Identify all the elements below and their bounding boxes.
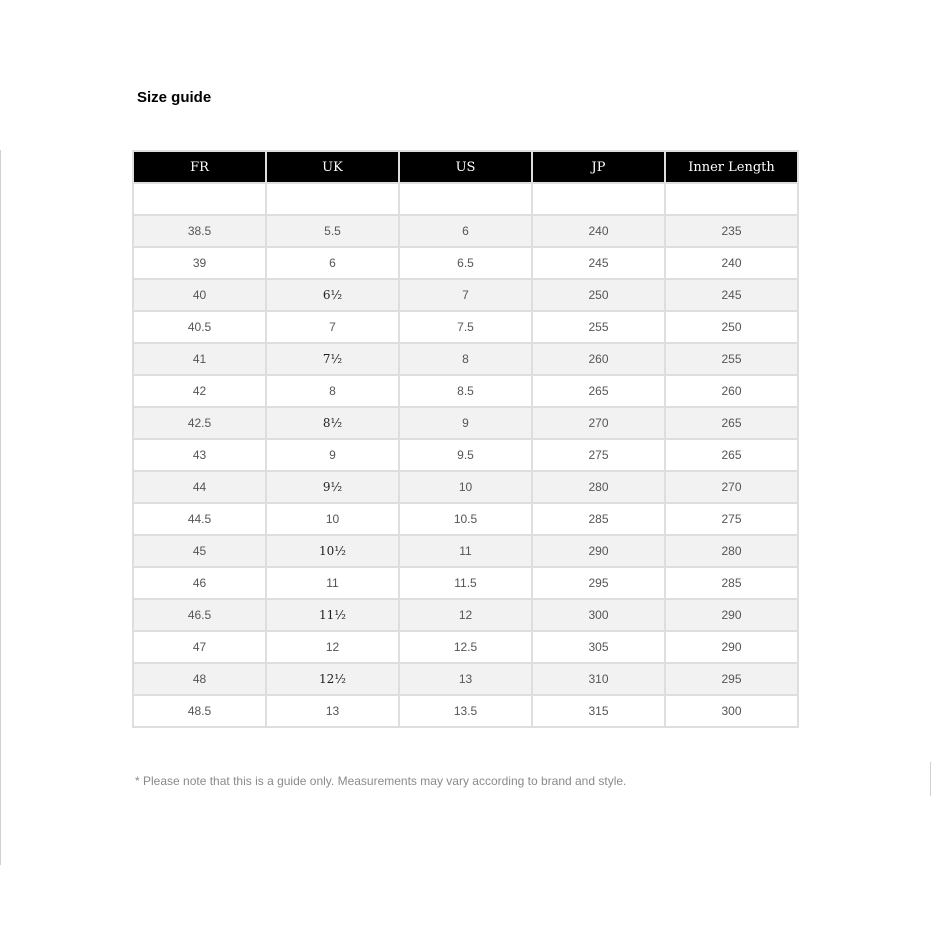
table-row (133, 407, 798, 439)
header-us: US (399, 151, 532, 183)
cell-fr: 42.5 (133, 407, 266, 439)
table-row (133, 599, 798, 631)
cell-us: 7.5 (399, 311, 532, 343)
cell-jp: 260 (532, 343, 665, 375)
cell-us: 12.5 (399, 631, 532, 663)
table-row (133, 183, 798, 215)
cell-jp: 280 (532, 471, 665, 503)
size-table (132, 150, 799, 728)
cell-jp: 315 (532, 695, 665, 727)
table-body (133, 183, 798, 727)
cell-inner-length: 265 (665, 407, 798, 439)
cell-inner-length: 280 (665, 535, 798, 567)
cell-fr: 41 (133, 343, 266, 375)
cell-us: 11.5 (399, 567, 532, 599)
cell-us: 8 (399, 343, 532, 375)
cell-us (399, 183, 532, 215)
table-header-row (133, 151, 798, 183)
page-title: Size guide (137, 89, 212, 106)
header-fr: FR (133, 151, 266, 183)
cell-uk: 9½ (266, 471, 399, 503)
table-row (133, 695, 798, 727)
cell-fr: 43 (133, 439, 266, 471)
cell-us: 9 (399, 407, 532, 439)
cell-jp: 285 (532, 503, 665, 535)
cell-fr: 40 (133, 279, 266, 311)
cell-inner-length: 300 (665, 695, 798, 727)
cell-uk: 10½ (266, 535, 399, 567)
cell-fr: 46 (133, 567, 266, 599)
table-row (133, 471, 798, 503)
cell-uk: 10 (266, 503, 399, 535)
header-jp: JP (532, 151, 665, 183)
cell-uk: 7 (266, 311, 399, 343)
cell-us: 7 (399, 279, 532, 311)
cell-inner-length: 235 (665, 215, 798, 247)
cell-inner-length: 285 (665, 567, 798, 599)
cell-fr: 48.5 (133, 695, 266, 727)
table-row (133, 343, 798, 375)
cell-uk (266, 183, 399, 215)
cell-inner-length: 295 (665, 663, 798, 695)
table-row (133, 279, 798, 311)
cell-fr: 46.5 (133, 599, 266, 631)
table-row (133, 439, 798, 471)
cell-fr: 44.5 (133, 503, 266, 535)
cell-fr: 42 (133, 375, 266, 407)
cell-inner-length: 275 (665, 503, 798, 535)
cell-us: 6 (399, 215, 532, 247)
cell-uk: 7½ (266, 343, 399, 375)
cell-us: 11 (399, 535, 532, 567)
cell-fr: 38.5 (133, 215, 266, 247)
table-row (133, 535, 798, 567)
cell-jp: 255 (532, 311, 665, 343)
cell-uk: 6 (266, 247, 399, 279)
cell-inner-length: 270 (665, 471, 798, 503)
cell-uk: 8½ (266, 407, 399, 439)
cell-inner-length: 290 (665, 631, 798, 663)
cell-jp: 265 (532, 375, 665, 407)
cell-uk: 12 (266, 631, 399, 663)
cell-uk: 5.5 (266, 215, 399, 247)
cell-uk: 9 (266, 439, 399, 471)
cell-inner-length (665, 183, 798, 215)
cell-uk: 8 (266, 375, 399, 407)
table-row (133, 567, 798, 599)
table-row (133, 247, 798, 279)
table-row (133, 631, 798, 663)
cell-inner-length: 290 (665, 599, 798, 631)
table-row (133, 663, 798, 695)
cell-inner-length: 255 (665, 343, 798, 375)
cell-jp: 240 (532, 215, 665, 247)
cell-uk: 12½ (266, 663, 399, 695)
cell-us: 13 (399, 663, 532, 695)
cell-us: 12 (399, 599, 532, 631)
cell-fr (133, 183, 266, 215)
cell-us: 10 (399, 471, 532, 503)
cell-inner-length: 245 (665, 279, 798, 311)
table-row (133, 375, 798, 407)
cell-fr: 47 (133, 631, 266, 663)
cell-us: 10.5 (399, 503, 532, 535)
cell-jp: 245 (532, 247, 665, 279)
cell-jp: 295 (532, 567, 665, 599)
cell-us: 8.5 (399, 375, 532, 407)
cell-us: 6.5 (399, 247, 532, 279)
cell-inner-length: 250 (665, 311, 798, 343)
header-inner-length: Inner Length (665, 151, 798, 183)
cell-jp: 300 (532, 599, 665, 631)
header-uk: UK (266, 151, 399, 183)
cell-jp (532, 183, 665, 215)
cell-fr: 39 (133, 247, 266, 279)
cell-uk: 11½ (266, 599, 399, 631)
right-edge-line (930, 762, 931, 796)
cell-inner-length: 265 (665, 439, 798, 471)
cell-jp: 310 (532, 663, 665, 695)
cell-uk: 13 (266, 695, 399, 727)
disclaimer-note: * Please note that this is a guide only. Measurements may vary according to brand and style. (135, 774, 627, 788)
cell-us: 9.5 (399, 439, 532, 471)
cell-jp: 305 (532, 631, 665, 663)
cell-jp: 275 (532, 439, 665, 471)
cell-jp: 290 (532, 535, 665, 567)
cell-uk: 11 (266, 567, 399, 599)
cell-jp: 270 (532, 407, 665, 439)
cell-fr: 40.5 (133, 311, 266, 343)
cell-jp: 250 (532, 279, 665, 311)
cell-fr: 45 (133, 535, 266, 567)
cell-fr: 48 (133, 663, 266, 695)
table-row (133, 311, 798, 343)
cell-us: 13.5 (399, 695, 532, 727)
table-row (133, 503, 798, 535)
cell-inner-length: 240 (665, 247, 798, 279)
cell-fr: 44 (133, 471, 266, 503)
cell-inner-length: 260 (665, 375, 798, 407)
left-edge-line (0, 150, 1, 865)
table-row (133, 215, 798, 247)
cell-uk: 6½ (266, 279, 399, 311)
